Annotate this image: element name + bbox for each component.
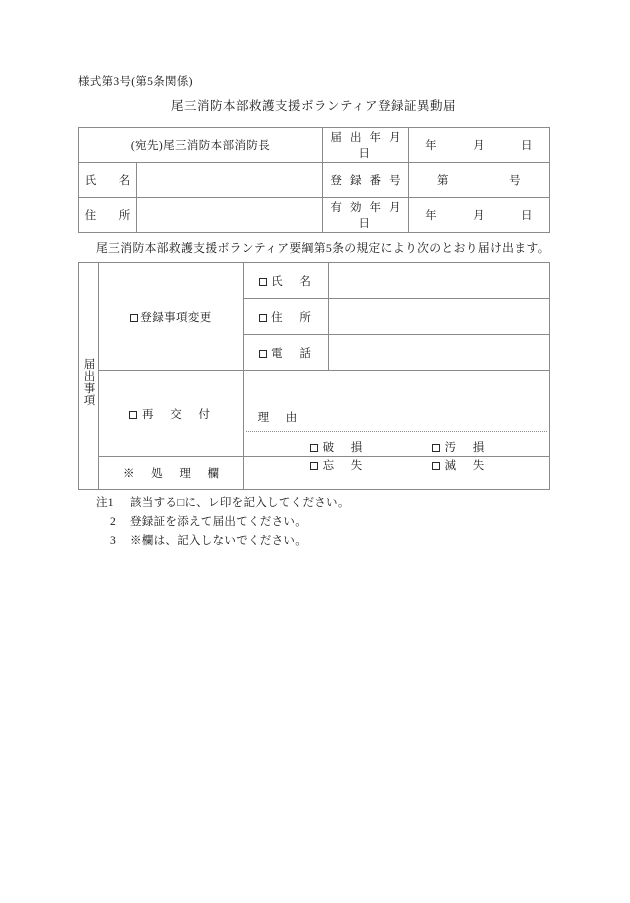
subitem-phone-label: 電 話: [271, 347, 314, 360]
table-row: [79, 198, 550, 233]
name-label: [79, 163, 137, 198]
day-unit: 日: [520, 140, 533, 152]
category-registration-change-label: 登録事項変更: [140, 311, 212, 324]
reason-option-damage-label: 破 損: [322, 442, 365, 454]
checkbox-icon[interactable]: [130, 314, 138, 322]
reason-option-misplaced-label: 忘 失: [322, 460, 365, 472]
reason-label: [244, 402, 549, 425]
reason-option-lost[interactable]: [432, 457, 487, 473]
address-label: [79, 198, 137, 233]
day-unit: 日: [520, 210, 533, 222]
expiry-date-label: [323, 198, 409, 233]
name-input-cell[interactable]: [137, 163, 323, 198]
checkbox-icon[interactable]: [310, 462, 318, 470]
checkbox-icon[interactable]: [259, 350, 267, 358]
note-text: 登録証を添えて届出てください。: [130, 516, 307, 528]
checkbox-icon[interactable]: [432, 462, 440, 470]
statement-text: 尾三消防本部救護支援ボランティア要綱第5条の規定により次のとおり届け出ます。: [96, 241, 550, 255]
submission-date-label-text: 届 出 年 月 日: [330, 132, 404, 160]
reason-option-soiling[interactable]: [432, 439, 487, 455]
note-text: ※欄は、記入しないでください。: [130, 535, 307, 547]
expiry-date-value[interactable]: [409, 198, 550, 233]
address-input-cell[interactable]: [137, 198, 323, 233]
note-number: 3: [110, 535, 117, 547]
number-prefix: 第: [437, 175, 449, 187]
table-row: [79, 371, 550, 457]
category-reissue-label: 再 交 付: [142, 408, 213, 421]
subitem-phone-input[interactable]: [329, 335, 550, 371]
items-table: [78, 262, 550, 490]
category-registration-change[interactable]: [99, 263, 244, 371]
submission-date-value[interactable]: [409, 128, 550, 163]
subitem-name-input[interactable]: [329, 263, 550, 299]
name-label-text: 氏 名: [84, 175, 136, 187]
year-unit: 年: [425, 210, 438, 222]
processing-label-cell: [99, 457, 244, 490]
checkbox-icon[interactable]: [259, 278, 267, 286]
number-suffix: 号: [509, 175, 522, 187]
note-number: 注1: [96, 497, 114, 509]
registration-number-label-text: 登 録 番 号: [330, 175, 404, 187]
subitem-phone[interactable]: [244, 335, 329, 371]
reason-label-text: 理 由: [257, 412, 300, 424]
address-label-text: 住 所: [84, 210, 136, 222]
checkbox-icon[interactable]: [259, 314, 267, 322]
category-reissue[interactable]: [99, 371, 244, 457]
checkbox-icon[interactable]: [310, 444, 318, 452]
list-item: [96, 513, 350, 532]
reason-option-soiling-label: 汚 損: [444, 442, 487, 454]
table-row: [79, 128, 550, 163]
table-row: [79, 163, 550, 198]
reason-divider: [246, 431, 547, 432]
recipient-table: [78, 127, 550, 233]
subitem-address-label: 住 所: [271, 311, 314, 324]
subitem-address-input[interactable]: [329, 299, 550, 335]
notes-list: [96, 494, 350, 551]
addressee-cell: (宛先)尾三消防本部消防長: [79, 128, 323, 163]
registration-number-label: [323, 163, 409, 198]
reason-option-lost-label: 滅 失: [444, 460, 487, 472]
document-title: 尾三消防本部救護支援ボランティア登録証異動届: [170, 99, 456, 113]
subitem-name[interactable]: [244, 263, 329, 299]
reason-option-misplaced[interactable]: [310, 457, 432, 473]
table-row: [79, 263, 550, 299]
subitem-name-label: 氏 名: [271, 275, 314, 288]
list-item: [96, 532, 350, 551]
month-unit: 月: [473, 210, 485, 222]
form-number: 様式第3号(第5条関係): [78, 76, 193, 88]
vertical-section-label: 届出事項: [79, 263, 99, 490]
checkbox-icon[interactable]: [129, 411, 137, 419]
note-number: 2: [110, 516, 117, 528]
reason-options: [310, 439, 487, 473]
expiry-date-label-text: 有 効 年 月 日: [330, 202, 404, 230]
checkbox-icon[interactable]: [432, 444, 440, 452]
reason-option-damage[interactable]: [310, 439, 432, 455]
processing-label: ※ 処 理 欄: [122, 468, 222, 480]
submission-date-label: [323, 128, 409, 163]
note-text: 該当する□に、レ印を記入してください。: [130, 497, 350, 509]
registration-number-value[interactable]: [409, 163, 550, 198]
subitem-address[interactable]: [244, 299, 329, 335]
list-item: [96, 494, 350, 513]
reason-cell[interactable]: [244, 371, 550, 472]
month-unit: 月: [473, 140, 485, 152]
year-unit: 年: [425, 140, 438, 152]
